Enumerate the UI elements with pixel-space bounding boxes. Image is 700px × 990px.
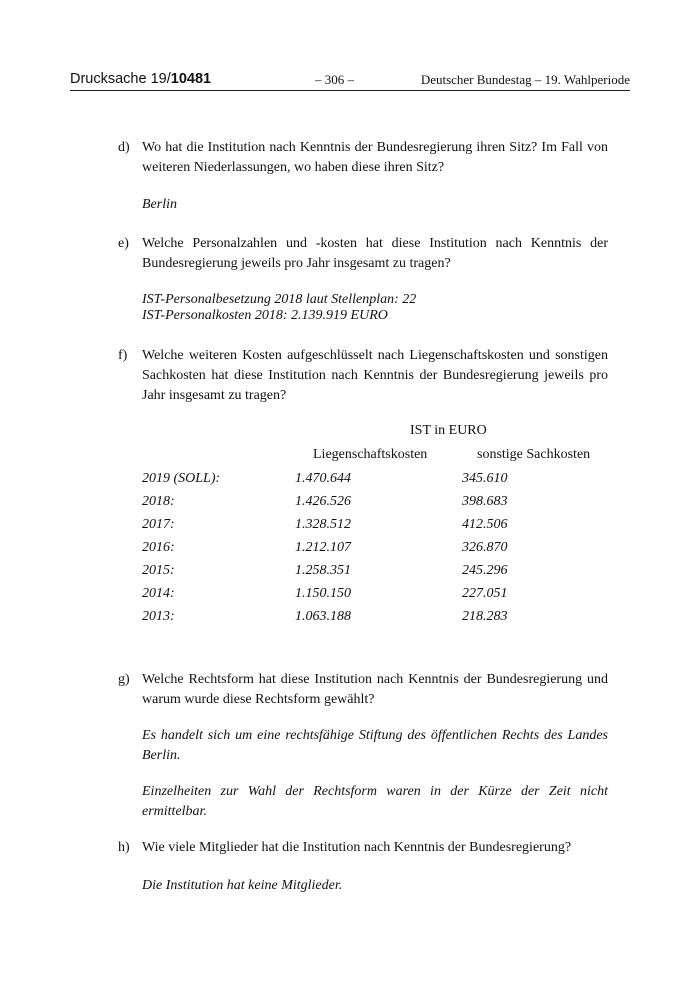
question-label: e) <box>118 236 129 251</box>
question-text: Wo hat die Institution nach Kenntnis der Bundesregierung ihren Sitz? Im Fall von weiteren Niederlassungen, wo haben diese ihren Sitz? <box>142 140 608 175</box>
answer-g-2: Einzelheiten zur Wahl der Rechtsform waren in der Kürze der Zeit nicht ermittelbar. <box>142 784 608 819</box>
table-row-year: 2014: <box>142 586 175 601</box>
question-label: g) <box>118 672 130 687</box>
table-cell-liegenschaft: 1.212.107 <box>295 540 351 555</box>
question-label: d) <box>118 140 130 155</box>
table-cell-sonstige: 245.296 <box>462 563 508 578</box>
question-text: Welche weiteren Kosten aufgeschlüsselt nach Liegenschaftskosten und sonstigen Sachkosten hat diese Institution nach Kenntnis der Bundesregierung jeweils pro Jahr insgesamt zu tragen? <box>142 348 608 403</box>
document-id <box>70 71 211 87</box>
table-cell-sonstige: 218.283 <box>462 609 508 624</box>
question-label: f) <box>118 348 128 363</box>
answer-g-1: Es handelt sich um eine rechtsfähige Stiftung des öffentlichen Rechts des Landes Berlin. <box>142 728 608 763</box>
table-cell-liegenschaft: 1.063.188 <box>295 609 351 624</box>
table-cell-liegenschaft: 1.328.512 <box>295 517 351 532</box>
table-row-year: 2019 (SOLL): <box>142 471 221 486</box>
answer-e-line2: IST-Personalkosten 2018: 2.139.919 EURO <box>142 308 388 323</box>
answer-h: Die Institution hat keine Mitglieder. <box>142 878 343 893</box>
answer-e-line1: IST-Personalbesetzung 2018 laut Stellenplan: 22 <box>142 292 417 307</box>
document-id-prefix: Drucksache 19/ <box>70 71 171 87</box>
table-cell-sonstige: 227.051 <box>462 586 508 601</box>
page-number: – 306 – <box>315 72 354 87</box>
table-cell-sonstige: 412.506 <box>462 517 508 532</box>
table-cell-sonstige: 398.683 <box>462 494 508 509</box>
table-cell-liegenschaft: 1.258.351 <box>295 563 351 578</box>
table-row-year: 2016: <box>142 540 175 555</box>
table-row-year: 2015: <box>142 563 175 578</box>
table-cell-sonstige: 345.610 <box>462 471 508 486</box>
table-row-year: 2018: <box>142 494 175 509</box>
question-d <box>118 138 608 178</box>
table-row-year: 2017: <box>142 517 175 532</box>
question-text: Welche Rechtsform hat diese Institution nach Kenntnis der Bundesregierung und warum wurde diese Rechtsform gewählt? <box>142 672 608 707</box>
question-text: Wie viele Mitglieder hat die Institution nach Kenntnis der Bundesregierung? <box>142 840 572 855</box>
publisher: Deutscher Bundestag – 19. Wahlperiode <box>420 72 630 87</box>
question-text: Welche Personalzahlen und -kosten hat diese Institution nach Kenntnis der Bundesregierung jeweils pro Jahr insgesamt zu tragen? <box>142 236 608 271</box>
question-f <box>118 346 608 406</box>
table-row-year: 2013: <box>142 609 175 624</box>
table-cell-liegenschaft: 1.150.150 <box>295 586 351 601</box>
table-cell-liegenschaft: 1.470.644 <box>295 471 351 486</box>
question-e <box>118 234 608 274</box>
question-label: h) <box>118 840 130 855</box>
table-col-header-liegenschaft: Liegenschaftskosten <box>313 447 428 462</box>
question-h <box>118 838 608 858</box>
table-group-header: IST in EURO <box>410 423 487 438</box>
page-header <box>70 70 630 91</box>
question-g <box>118 670 608 710</box>
document-number: 10481 <box>170 71 212 87</box>
table-col-header-sonstige: sonstige Sachkosten <box>477 447 591 462</box>
table-cell-sonstige: 326.870 <box>462 540 508 555</box>
table-cell-liegenschaft: 1.426.526 <box>295 494 351 509</box>
answer-d: Berlin <box>142 197 177 212</box>
